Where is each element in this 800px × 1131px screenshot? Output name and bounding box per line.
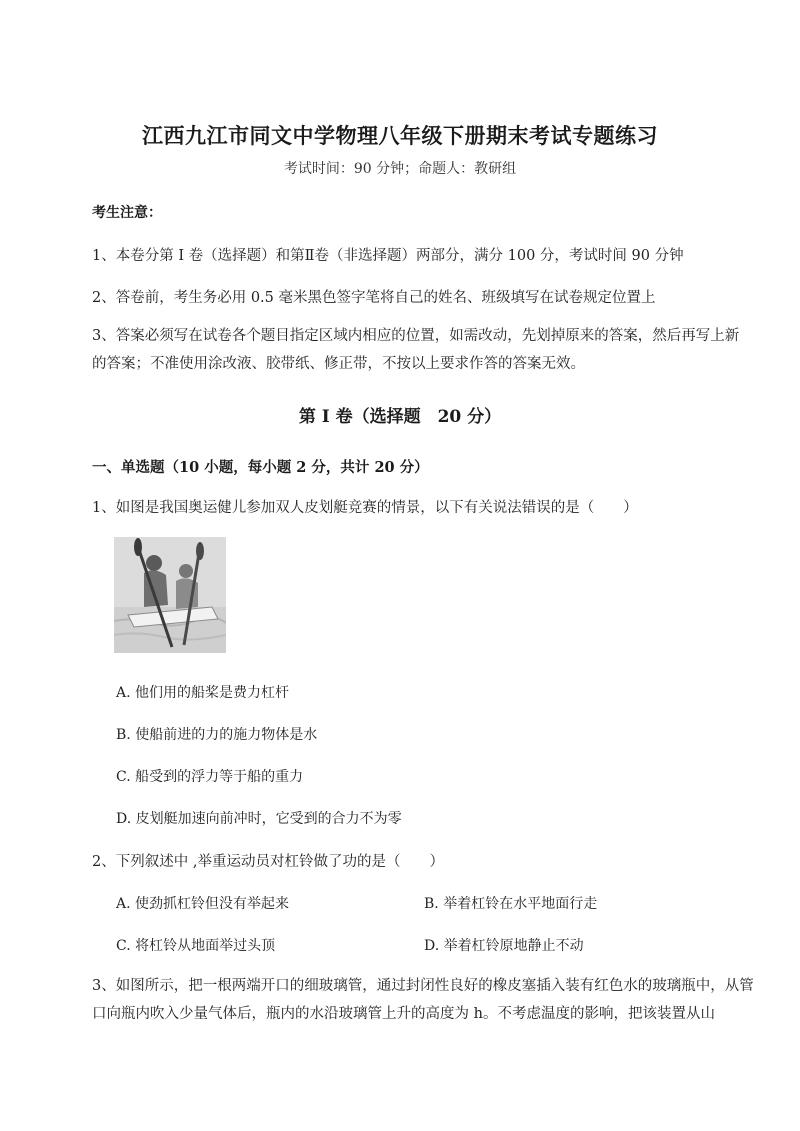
option-d: D. 皮划艇加速向前冲时，它受到的合力不为零	[116, 811, 402, 827]
option-d: D. 举着杠铃原地静止不动	[424, 938, 584, 954]
question-stem: 2、下列叙述中 ,举重运动员对杠铃做了功的是（ ）	[92, 854, 444, 870]
section-title: 第 I 卷（选择题 20 分）	[298, 407, 502, 427]
notice-item: 1、本卷分第 I 卷（选择题）和第Ⅱ卷（非选择题）两部分，满分 100 分，考试时间 90 分钟	[92, 248, 684, 264]
exam-info: 考试时间：90 分钟；命题人：教研组	[283, 161, 517, 177]
option-a: A. 使劲抓杠铃但没有举起来	[116, 896, 290, 912]
question-stem: 1、如图是我国奥运健儿参加双人皮划艇竞赛的情景，以下有关说法错误的是（ ）	[92, 500, 638, 516]
kayak-photo	[114, 537, 226, 653]
option-b: B. 举着杠铃在水平地面行走	[424, 896, 598, 912]
option-c: C. 船受到的浮力等于船的重力	[116, 769, 304, 785]
option-c: C. 将杠铃从地面举过头顶	[116, 938, 276, 954]
option-a: A. 他们用的船桨是费力杠杆	[116, 685, 290, 701]
notice-item: 2、答卷前，考生务必用 0.5 毫米黑色签字笔将自己的姓名、班级填写在试卷规定位置上	[92, 290, 656, 306]
page-title: 江西九江市同文中学物理八年级下册期末考试专题练习	[142, 123, 658, 148]
option-b: B. 使船前进的力的施力物体是水	[116, 727, 318, 743]
kayak-image	[114, 537, 226, 653]
part-heading: 一、单选题（10 小题，每小题 2 分，共计 20 分）	[92, 459, 429, 476]
question-stem: 3、如图所示，把一根两端开口的细玻璃管，通过封闭性良好的橡皮塞插入装有红色水的玻璃瓶中，从管口向瓶内吹入少量气体后，瓶内的水沿玻璃管上升的高度为 h。不考虑温度的影响，把该装置从山	[92, 978, 754, 1022]
notice-item: 3、答案必须写在试卷各个题目指定区域内相应的位置，如需改动，先划掉原来的答案，然后再写上新的答案；不准使用涂改液、胶带纸、修正带，不按以上要求作答的答案无效。	[92, 328, 740, 372]
notice-heading: 考生注意：	[92, 205, 162, 221]
